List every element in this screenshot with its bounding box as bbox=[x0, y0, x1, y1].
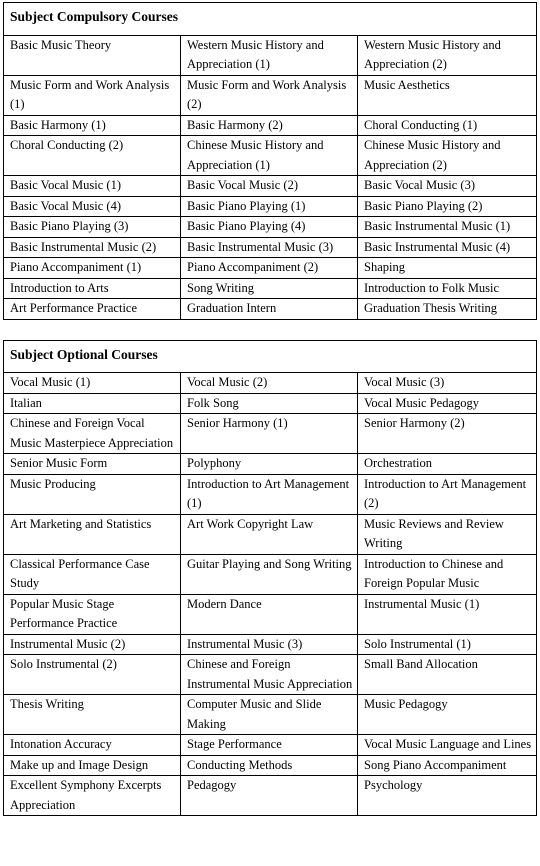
course-cell: Stage Performance bbox=[181, 735, 358, 756]
course-cell: Polyphony bbox=[181, 454, 358, 475]
course-cell: Basic Vocal Music (3) bbox=[358, 176, 537, 197]
compulsory-courses-body bbox=[4, 35, 537, 319]
course-cell: Basic Piano Playing (2) bbox=[358, 196, 537, 217]
table-row bbox=[4, 594, 537, 634]
table-header-row bbox=[4, 340, 537, 373]
course-cell: Senior Harmony (2) bbox=[358, 414, 537, 454]
course-cell: Conducting Methods bbox=[181, 755, 358, 776]
course-cell: Music Form and Work Analysis (2) bbox=[181, 75, 358, 115]
course-cell: Vocal Music (2) bbox=[181, 373, 358, 394]
course-cell: Chinese and Foreign Instrumental Music Appreciation bbox=[181, 655, 358, 695]
table-row bbox=[4, 634, 537, 655]
course-cell: Basic Music Theory bbox=[4, 35, 181, 75]
optional-courses-table bbox=[3, 340, 537, 817]
course-cell: Art Marketing and Statistics bbox=[4, 514, 181, 554]
optional-courses-title: Subject Optional Courses bbox=[4, 340, 537, 373]
course-cell: Folk Song bbox=[181, 393, 358, 414]
course-cell: Introduction to Folk Music bbox=[358, 278, 537, 299]
course-cell: Art Work Copyright Law bbox=[181, 514, 358, 554]
course-cell: Solo Instrumental (1) bbox=[358, 634, 537, 655]
course-cell: Graduation Intern bbox=[181, 299, 358, 320]
course-cell: Vocal Music Pedagogy bbox=[358, 393, 537, 414]
course-cell: Introduction to Arts bbox=[4, 278, 181, 299]
course-cell: Basic Piano Playing (4) bbox=[181, 217, 358, 238]
table-row bbox=[4, 755, 537, 776]
course-cell: Popular Music Stage Performance Practice bbox=[4, 594, 181, 634]
compulsory-courses-table bbox=[3, 2, 537, 320]
table-row bbox=[4, 278, 537, 299]
table-row bbox=[4, 217, 537, 238]
course-cell: Instrumental Music (1) bbox=[358, 594, 537, 634]
course-cell: Make up and Image Design bbox=[4, 755, 181, 776]
course-cell: Basic Vocal Music (2) bbox=[181, 176, 358, 197]
table-row bbox=[4, 258, 537, 279]
course-cell: Introduction to Art Management (1) bbox=[181, 474, 358, 514]
course-cell: Instrumental Music (3) bbox=[181, 634, 358, 655]
course-cell: Basic Instrumental Music (2) bbox=[4, 237, 181, 258]
course-cell: Senior Harmony (1) bbox=[181, 414, 358, 454]
course-cell: Graduation Thesis Writing bbox=[358, 299, 537, 320]
course-cell: Shaping bbox=[358, 258, 537, 279]
table-row bbox=[4, 695, 537, 735]
table-row bbox=[4, 299, 537, 320]
course-cell: Basic Instrumental Music (3) bbox=[181, 237, 358, 258]
course-cell: Piano Accompaniment (1) bbox=[4, 258, 181, 279]
table-row bbox=[4, 35, 537, 75]
course-cell: Guitar Playing and Song Writing bbox=[181, 554, 358, 594]
course-cell: Art Performance Practice bbox=[4, 299, 181, 320]
table-row bbox=[4, 554, 537, 594]
compulsory-courses-title: Subject Compulsory Courses bbox=[4, 3, 537, 36]
course-cell: Piano Accompaniment (2) bbox=[181, 258, 358, 279]
course-cell: Basic Instrumental Music (4) bbox=[358, 237, 537, 258]
course-cell: Intonation Accuracy bbox=[4, 735, 181, 756]
course-cell: Excellent Symphony Excerpts Appreciation bbox=[4, 776, 181, 816]
course-cell: Chinese and Foreign Vocal Music Masterpiece Appreciation bbox=[4, 414, 181, 454]
table-row bbox=[4, 176, 537, 197]
table-header-row bbox=[4, 3, 537, 36]
course-cell: Solo Instrumental (2) bbox=[4, 655, 181, 695]
course-cell: Computer Music and Slide Making bbox=[181, 695, 358, 735]
course-cell: Classical Performance Case Study bbox=[4, 554, 181, 594]
course-cell: Song Writing bbox=[181, 278, 358, 299]
course-cell: Basic Piano Playing (1) bbox=[181, 196, 358, 217]
course-cell: Vocal Music Language and Lines bbox=[358, 735, 537, 756]
course-cell: Modern Dance bbox=[181, 594, 358, 634]
course-cell: Italian bbox=[4, 393, 181, 414]
course-cell: Western Music History and Appreciation (1) bbox=[181, 35, 358, 75]
course-cell: Basic Vocal Music (1) bbox=[4, 176, 181, 197]
course-cell: Introduction to Chinese and Foreign Popular Music bbox=[358, 554, 537, 594]
course-cell: Psychology bbox=[358, 776, 537, 816]
table-row bbox=[4, 373, 537, 394]
course-cell: Chinese Music History and Appreciation (2) bbox=[358, 136, 537, 176]
course-cell: Music Form and Work Analysis (1) bbox=[4, 75, 181, 115]
course-cell: Basic Piano Playing (3) bbox=[4, 217, 181, 238]
table-row bbox=[4, 454, 537, 475]
table-row bbox=[4, 237, 537, 258]
course-cell: Vocal Music (3) bbox=[358, 373, 537, 394]
table-row bbox=[4, 414, 537, 454]
course-cell: Music Pedagogy bbox=[358, 695, 537, 735]
course-cell: Chinese Music History and Appreciation (1) bbox=[181, 136, 358, 176]
course-cell: Pedagogy bbox=[181, 776, 358, 816]
course-cell: Instrumental Music (2) bbox=[4, 634, 181, 655]
course-cell: Choral Conducting (2) bbox=[4, 136, 181, 176]
course-cell: Basic Instrumental Music (1) bbox=[358, 217, 537, 238]
course-cell: Introduction to Art Management (2) bbox=[358, 474, 537, 514]
course-cell: Vocal Music (1) bbox=[4, 373, 181, 394]
course-cell: Senior Music Form bbox=[4, 454, 181, 475]
course-cell: Thesis Writing bbox=[4, 695, 181, 735]
table-row bbox=[4, 196, 537, 217]
course-cell: Basic Harmony (1) bbox=[4, 115, 181, 136]
course-cell: Small Band Allocation bbox=[358, 655, 537, 695]
table-row bbox=[4, 136, 537, 176]
table-row bbox=[4, 514, 537, 554]
table-row bbox=[4, 655, 537, 695]
course-cell: Choral Conducting (1) bbox=[358, 115, 537, 136]
course-cell: Song Piano Accompaniment bbox=[358, 755, 537, 776]
table-row bbox=[4, 75, 537, 115]
table-row bbox=[4, 115, 537, 136]
course-cell: Basic Harmony (2) bbox=[181, 115, 358, 136]
course-cell: Music Reviews and Review Writing bbox=[358, 514, 537, 554]
table-row bbox=[4, 474, 537, 514]
course-cell: Basic Vocal Music (4) bbox=[4, 196, 181, 217]
table-row bbox=[4, 735, 537, 756]
table-row bbox=[4, 393, 537, 414]
course-cell: Music Producing bbox=[4, 474, 181, 514]
optional-courses-body bbox=[4, 373, 537, 816]
course-cell: Western Music History and Appreciation (2) bbox=[358, 35, 537, 75]
table-row bbox=[4, 776, 537, 816]
course-cell: Orchestration bbox=[358, 454, 537, 475]
course-cell: Music Aesthetics bbox=[358, 75, 537, 115]
